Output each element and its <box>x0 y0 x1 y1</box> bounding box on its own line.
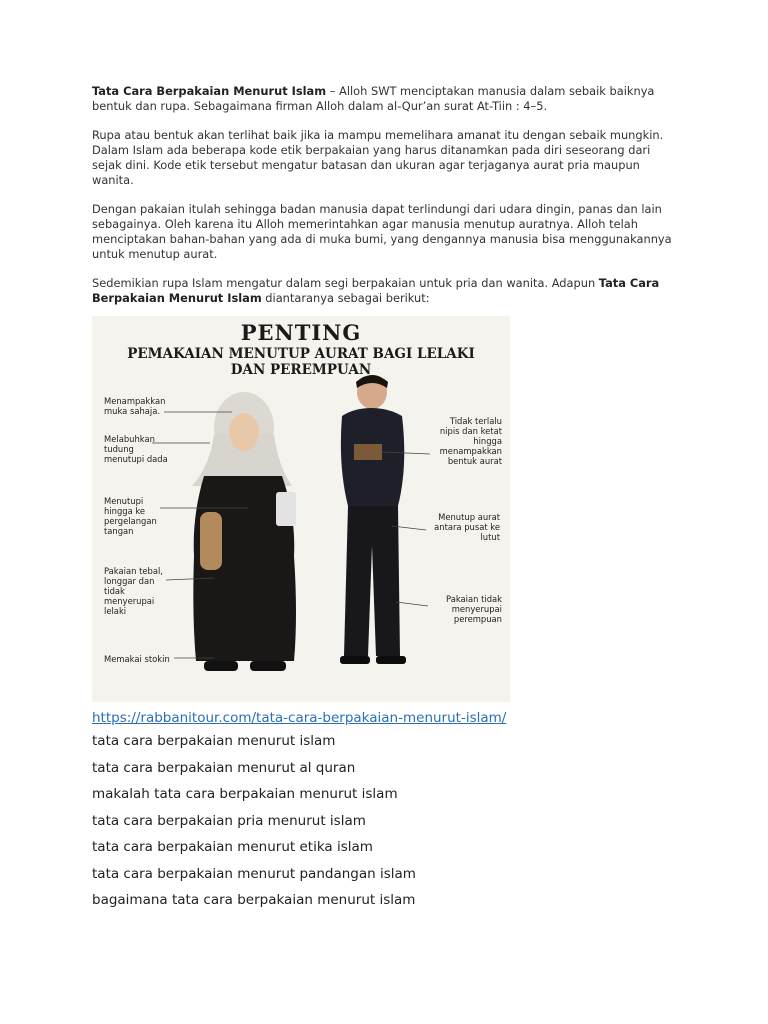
label-left-3: Menutupi hingga ke pergelangan tangan <box>104 496 157 536</box>
list-item: makalah tata cara berpakaian menurut islam <box>92 786 398 802</box>
dress-code-figure <box>92 316 510 702</box>
figure-subtitle-line1: PEMAKAIAN MENUTUP AURAT BAGI LELAKI <box>127 346 475 362</box>
paragraph-2 <box>92 128 682 188</box>
label-right-2: Menutup aurat antara pusat ke lutut <box>434 512 500 542</box>
woman-figure-icon <box>192 392 296 671</box>
paragraph-3 <box>92 202 682 262</box>
keyword-list <box>92 728 682 914</box>
paragraph-4-tail: diantaranya sebagai berikut: <box>261 291 430 305</box>
figure-title-block <box>92 320 510 378</box>
man-figure-icon <box>340 375 406 664</box>
label-right-1: Tidak terlalu nipis dan ketat hingga menampakkan bentuk aurat <box>439 416 502 466</box>
label-left-2: Melabuhkan tudung menutupi dada <box>104 434 168 464</box>
paragraph-4-bold: Tata Cara Berpakaian Menurut Islam <box>92 276 660 305</box>
list-item: tata cara berpakaian menurut al quran <box>92 759 356 776</box>
paragraph-intro <box>92 84 682 114</box>
figure-title: PENTING <box>240 320 362 345</box>
article <box>92 84 682 914</box>
label-right-3: Pakaian tidak menyerupai perempuan <box>446 594 502 624</box>
figure-subtitle-line2: DAN PEREMPUAN <box>230 362 372 378</box>
list-item: tata cara berpakaian menurut pandangan islam <box>92 865 416 882</box>
list-item: tata cara berpakaian menurut islam <box>92 733 336 749</box>
source-link[interactable]: https://rabbanitour.com/tata-cara-berpakaian-menurut-islam/ <box>92 710 507 726</box>
paragraph-3-text: Dengan pakaian itulah sehingga badan manusia dapat terlindungi dari udara dingin, panas dan lain sebagainya. Oleh karena itu Alloh memerintahkan agar manusia menutup auratnya. Alloh telah menciptakan bahan-bahan yang ada di muka bumi, yang dengannya manusia bisa menggunakannya untuk menutup aurat. <box>92 202 672 261</box>
intro-bold-title: Tata Cara Berpakaian Menurut Islam <box>92 84 327 98</box>
label-left-4: Pakaian tebal, longgar dan tidak menyerupai lelaki <box>104 566 163 616</box>
list-item: tata cara berpakaian menurut etika islam <box>92 839 373 855</box>
paragraph-4-text: Sedemikian rupa Islam mengatur dalam segi berpakaian untuk pria dan wanita. Adapun <box>92 276 599 290</box>
paragraph-2-text: Rupa atau bentuk akan terlihat baik jika ia mampu memelihara amanat itu dengan sebaik mungkin. Dalam Islam ada beberapa kode etik berpakaian yang harus ditanamkan pada diri seseorang dari sejak dini. Kode etik tersebut mengatur batasan dan ukuran agar terjaganya aurat pria maupun wanita. <box>92 128 664 187</box>
list-item: tata cara berpakaian pria menurut islam <box>92 812 366 829</box>
list-item: bagaimana tata cara berpakaian menurut islam <box>92 892 416 908</box>
paragraph-4 <box>92 276 682 306</box>
label-left-1: Menampakkan muka sahaja. <box>104 396 166 416</box>
label-left-5: Memakai stokin <box>104 654 170 664</box>
intro-text: – Alloh SWT menciptakan manusia dalam sebaik baiknya bentuk dan rupa. Sebagaimana firman Alloh dalam al-Qur’an surat At-Tiin : 4–5. <box>92 84 655 113</box>
